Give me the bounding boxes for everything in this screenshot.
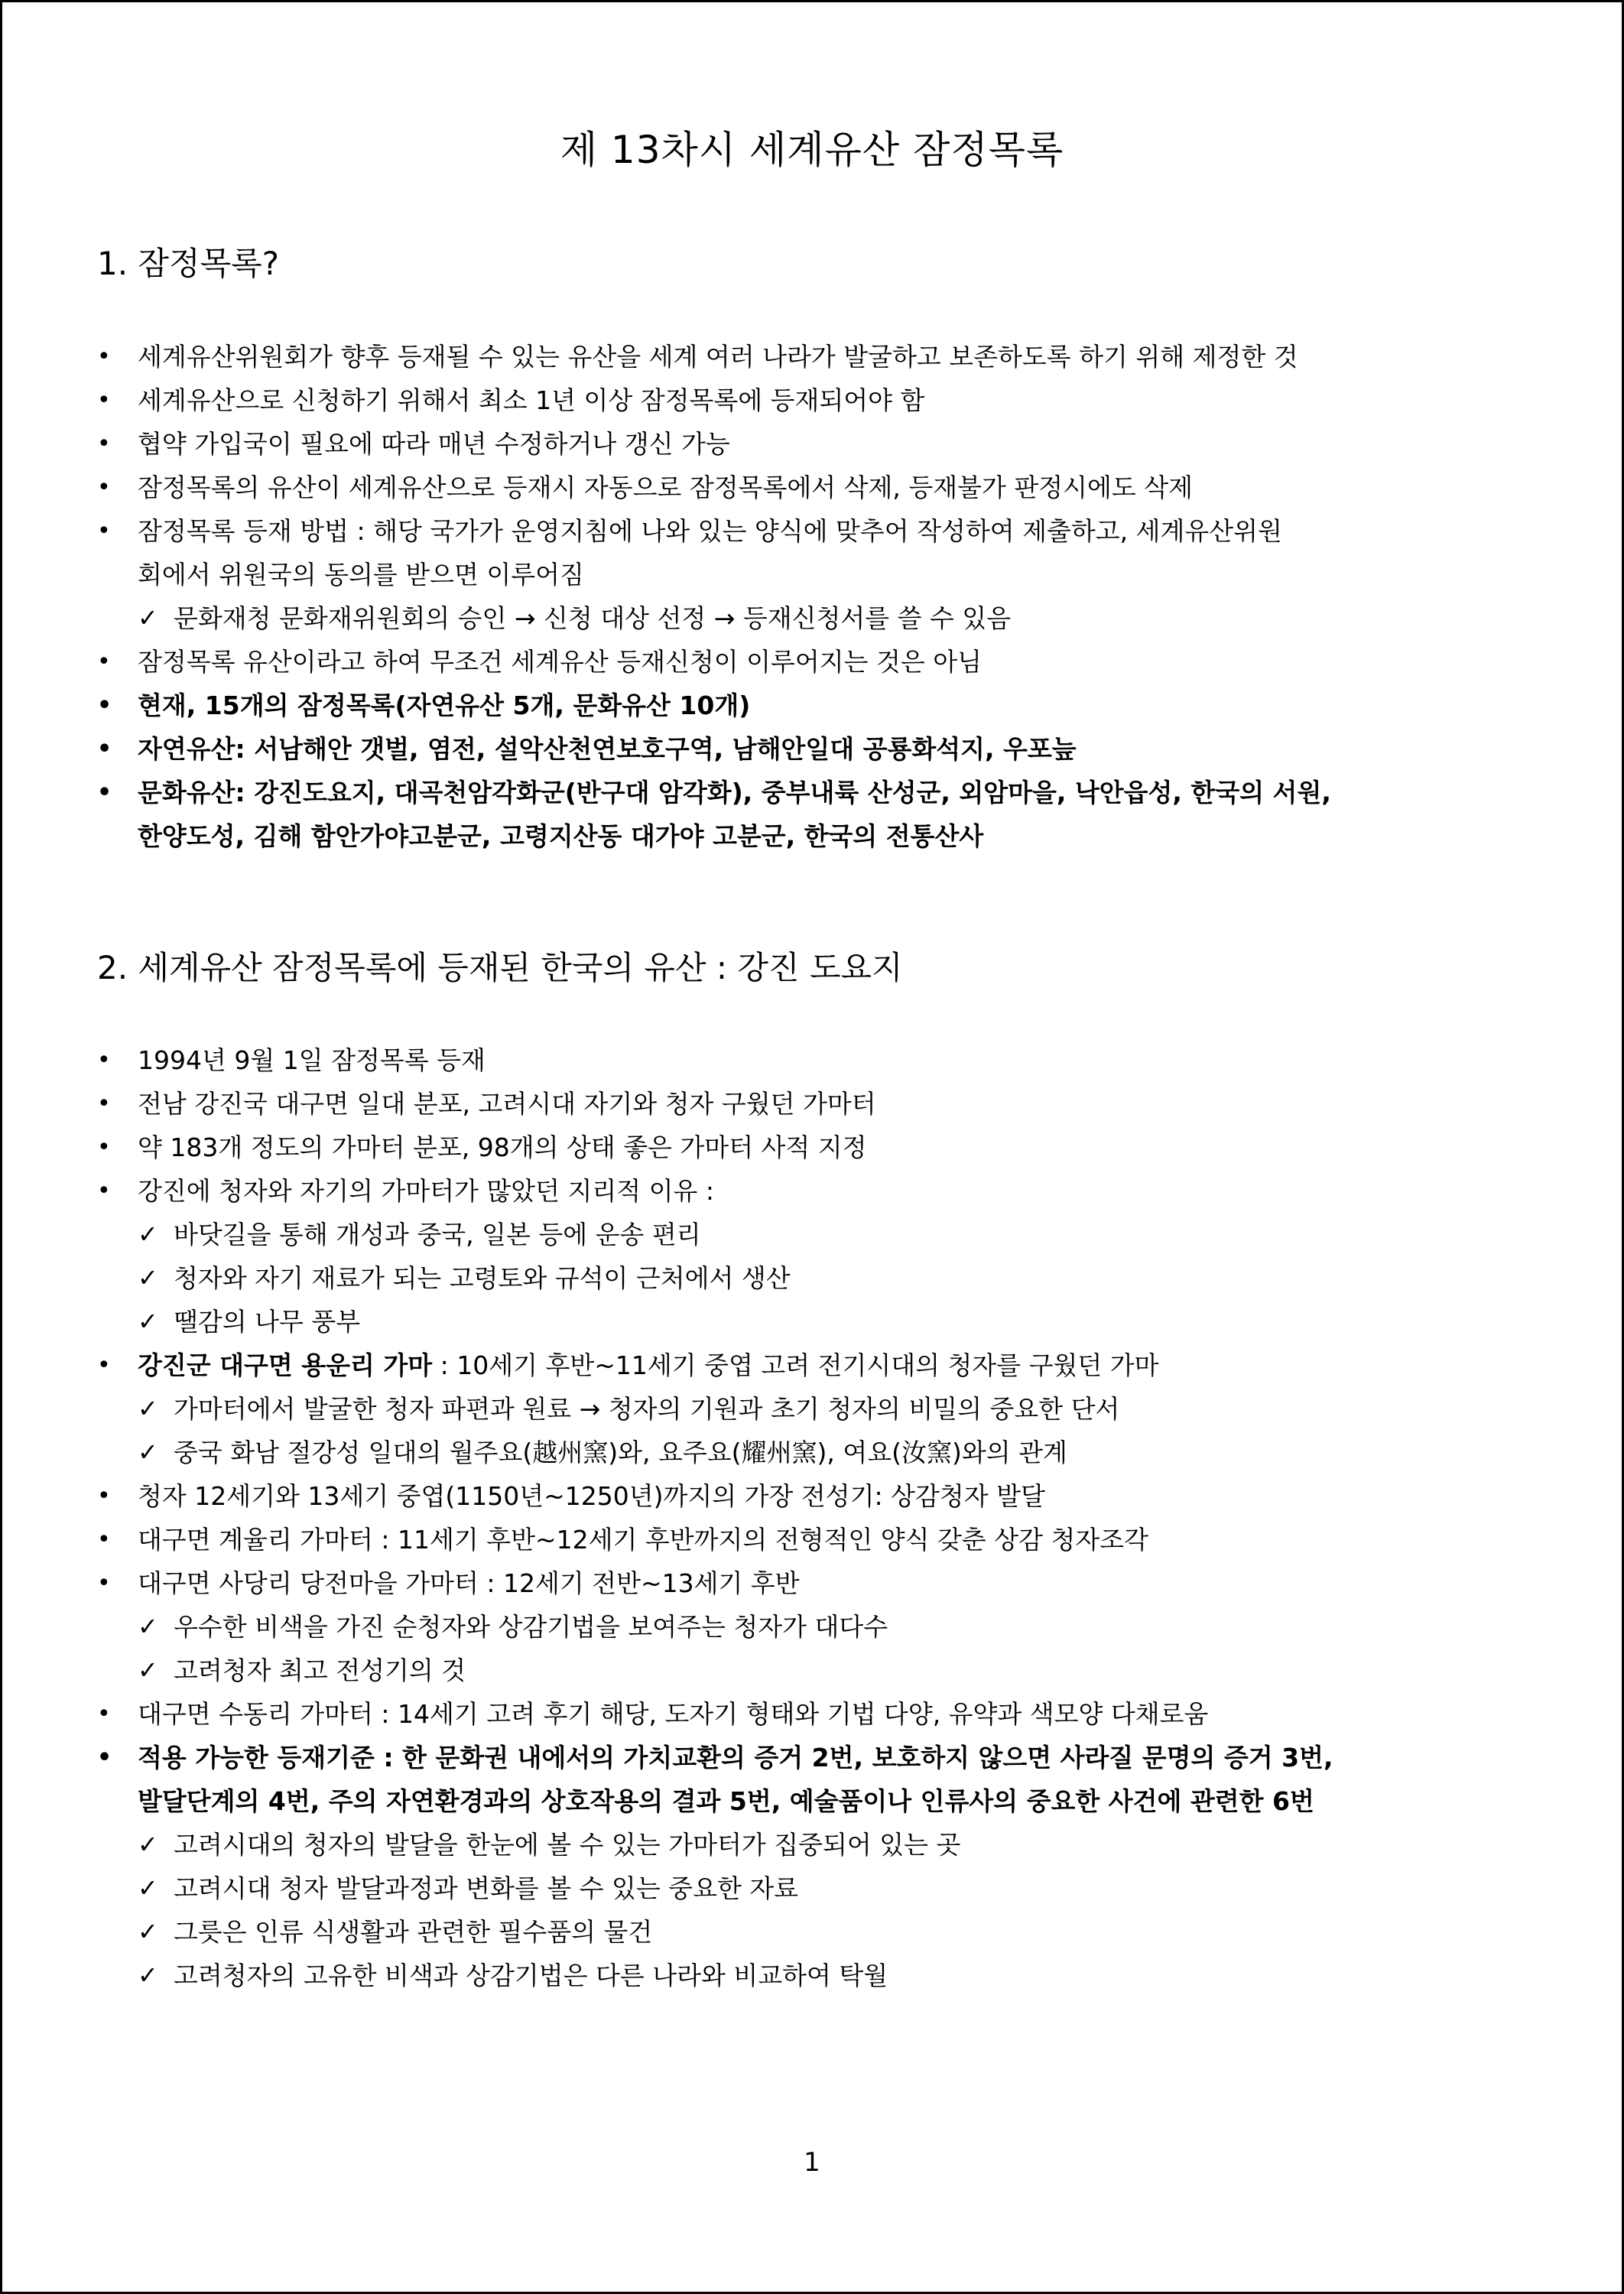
list-item-text: 잠정목록 등재 방법 : 해당 국가가 운영지침에 나와 있는 양식에 맞추어 작성하여 제출하고, 세계유산위원: [138, 516, 1282, 546]
bullet-icon: •: [97, 387, 111, 414]
list-item-continuation: 회에서 위원국의 동의를 받으면 이루어짐: [138, 560, 584, 590]
list-item: [97, 1518, 1535, 1561]
sub-list-item-text: 가마터에서 발굴한 청자 파편과 원료 → 청자의 기원과 초기 청자의 비밀의 중요한 단서: [174, 1394, 1120, 1424]
sub-list-item-text: 문화재청 문화재위원회의 승인 → 신청 대상 선정 → 등재신청서를 쓸 수 있음: [174, 603, 1012, 633]
list-item: [97, 1344, 1535, 1387]
bullet-icon: •: [97, 474, 111, 501]
sub-list-item: [97, 1649, 1535, 1692]
list-item-text: 대구면 사당리 당전마을 가마터 : 12세기 전반~13세기 후반: [138, 1568, 800, 1598]
list-item-text: 전남 강진국 대구면 일대 분포, 고려시대 자기와 청자 구웠던 가마터: [138, 1089, 876, 1119]
sub-list-item: [97, 1954, 1535, 1997]
section-2-heading: 2. 세계유산 잠정목록에 등재된 한국의 유산 : 강진 도요지: [97, 949, 903, 986]
sub-list-item-text: 고려시대의 청자의 발달을 한눈에 볼 수 있는 가마터가 집중되어 있는 곳: [174, 1830, 961, 1860]
list-item: [97, 1169, 1535, 1213]
sub-list-item: [97, 1431, 1535, 1474]
checkmark-icon: ✓: [138, 1394, 158, 1423]
sub-list-item-text: 고려청자 최고 전성기의 것: [174, 1656, 466, 1685]
bullet-icon: •: [97, 692, 112, 719]
list-item: [97, 1692, 1535, 1736]
list-item-text: 적용 가능한 등재기준 : 한 문화권 내에서의 가치교환의 증거 2번, 보호하지 않으면 사라질 문명의 증거 3번,: [138, 1743, 1333, 1772]
sub-list-item: [97, 1213, 1535, 1256]
list-item: [97, 1736, 1535, 1823]
checkmark-icon: ✓: [138, 1656, 158, 1685]
sub-list-item: [97, 1256, 1535, 1300]
bullet-icon: •: [97, 518, 111, 544]
list-item-continuation: 발달단계의 4번, 주의 자연환경과의 상호작용의 결과 5번, 예술품이나 인류사의 중요한 사건에 관련한 6번: [138, 1786, 1314, 1816]
bullet-icon: •: [97, 736, 112, 762]
checkmark-icon: ✓: [138, 1873, 158, 1902]
bullet-icon: •: [97, 648, 111, 675]
list-item-text: 청자 12세기와 13세기 중엽(1150년~1250년)까지의 가장 전성기: 상감청자 발달: [138, 1481, 1045, 1511]
list-item-text: 세계유산위원회가 향후 등재될 수 있는 유산을 세계 여러 나라가 발굴하고 보존하도록 하기 위해 제정한 것: [138, 342, 1298, 372]
sub-list-item: [97, 1823, 1535, 1867]
checkmark-icon: ✓: [138, 1307, 158, 1336]
sub-list-item-text: 그릇은 인류 식생활과 관련한 필수품의 물건: [174, 1917, 653, 1947]
checkmark-icon: ✓: [138, 1220, 158, 1249]
bullet-icon: •: [97, 431, 111, 457]
sub-list-item: [97, 1387, 1535, 1431]
list-item: [97, 379, 1535, 422]
list-item-text: 대구면 계율리 가마터 : 11세기 후반~12세기 후반까지의 전형적인 양식 갖춘 상감 청자조각: [138, 1525, 1148, 1555]
list-item-text: 세계유산으로 신청하기 위해서 최소 1년 이상 잠정목록에 등재되어야 함: [138, 385, 925, 415]
checkmark-icon: ✓: [138, 1438, 158, 1467]
list-item-text: 잠정목록 유산이라고 하여 무조건 세계유산 등재신청이 이루어지는 것은 아님: [138, 647, 983, 677]
sub-list-item: [97, 1910, 1535, 1954]
section-2-list: [97, 1038, 1535, 1997]
checkmark-icon: ✓: [138, 1612, 158, 1641]
list-item: [97, 771, 1535, 858]
bullet-icon: •: [97, 343, 111, 370]
list-item-text: 잠정목록의 유산이 세계유산으로 등재시 자동으로 잠정목록에서 삭제, 등재불가 판정시에도 삭제: [138, 473, 1194, 502]
list-item: [97, 1038, 1535, 1082]
sub-list-item-text: 청자와 자기 재료가 되는 고령토와 규석이 근처에서 생산: [174, 1263, 791, 1293]
list-item: [97, 727, 1535, 771]
list-item-text: 현재, 15개의 잠정목록(자연유산 5개, 문화유산 10개): [138, 690, 751, 720]
sub-list-item-text: 땔감의 나무 풍부: [174, 1307, 361, 1337]
list-item-text: 문화유산: 강진도요지, 대곡천암각화군(반구대 암각화), 중부내륙 산성군, 외암마을, 낙안읍성, 한국의 서원,: [138, 778, 1331, 807]
list-item-text: 1994년 9월 1일 잠정목록 등재: [138, 1045, 486, 1075]
list-item-text: 약 183개 정도의 가마터 분포, 98개의 상태 좋은 가마터 사적 지정: [138, 1132, 867, 1162]
bullet-icon: •: [97, 1526, 111, 1553]
list-item: [97, 640, 1535, 684]
list-item-strong-text: 강진군 대구면 용운리 가마: [138, 1350, 433, 1380]
checkmark-icon: ✓: [138, 603, 158, 632]
list-item: [97, 1561, 1535, 1605]
list-item-text: 대구면 수동리 가마터 : 14세기 고려 후기 해당, 도자기 형태와 기법 다양, 유약과 색모양 다채로움: [138, 1699, 1209, 1729]
section-1-list: [97, 335, 1535, 858]
bullet-icon: •: [97, 1744, 112, 1771]
sub-list-item: [97, 1605, 1535, 1649]
sub-list-item-text: 중국 화남 절강성 일대의 월주요(越州窯)와, 요주요(耀州窯), 여요(汝窯)와의 관계: [174, 1438, 1067, 1467]
checkmark-icon: ✓: [138, 1263, 158, 1292]
sub-list-item: [97, 1867, 1535, 1910]
list-item-text: 자연유산: 서남해안 갯벌, 염전, 설악산천연보호구역, 남해안일대 공룡화석지, 우포늪: [138, 734, 1077, 764]
list-item: [97, 1474, 1535, 1518]
checkmark-icon: ✓: [138, 1830, 158, 1859]
list-item: [97, 1126, 1535, 1169]
list-item: [97, 466, 1535, 509]
bullet-icon: •: [97, 1090, 111, 1117]
page-number: 1: [804, 2147, 820, 2178]
sub-list-item-text: 고려청자의 고유한 비색과 상감기법은 다른 나라와 비교하여 탁월: [174, 1961, 888, 1990]
bullet-icon: •: [97, 1483, 111, 1509]
list-item-continuation: 한양도성, 김해 함안가야고분군, 고령지산동 대가야 고분군, 한국의 전통산사: [138, 821, 984, 851]
list-item: [97, 335, 1535, 379]
list-item: [97, 684, 1535, 727]
sub-list-item-text: 바닷길을 통해 개성과 중국, 일본 등에 운송 편리: [174, 1220, 701, 1249]
list-item-text: 강진에 청자와 자기의 가마터가 많았던 지리적 이유 :: [138, 1176, 714, 1206]
checkmark-icon: ✓: [138, 1917, 158, 1946]
bullet-icon: •: [97, 779, 112, 806]
checkmark-icon: ✓: [138, 1961, 158, 1990]
sub-list-item-text: 고려시대 청자 발달과정과 변화를 볼 수 있는 중요한 자료: [174, 1873, 799, 1903]
bullet-icon: •: [97, 1570, 111, 1597]
list-item: [97, 509, 1535, 596]
list-item: [97, 1082, 1535, 1126]
sub-list-item: [97, 1300, 1535, 1344]
document-title: 제 13차시 세계유산 잠정목록: [560, 128, 1064, 172]
sub-list-item-text: 우수한 비색을 가진 순청자와 상감기법을 보여주는 청자가 대다수: [174, 1612, 888, 1642]
section-1-heading: 1. 잠정목록?: [97, 245, 280, 282]
list-item: [97, 422, 1535, 466]
bullet-icon: •: [97, 1134, 111, 1161]
list-item-text: 협약 가입국이 필요에 따라 매년 수정하거나 갱신 가능: [138, 429, 730, 459]
bullet-icon: •: [97, 1352, 111, 1379]
bullet-icon: •: [97, 1047, 111, 1074]
list-item-text: : 10세기 후반~11세기 중엽 고려 전기시대의 청자를 구웠던 가마: [432, 1350, 1159, 1380]
bullet-icon: •: [97, 1701, 111, 1727]
bullet-icon: •: [97, 1178, 111, 1204]
sub-list-item: [97, 596, 1535, 640]
